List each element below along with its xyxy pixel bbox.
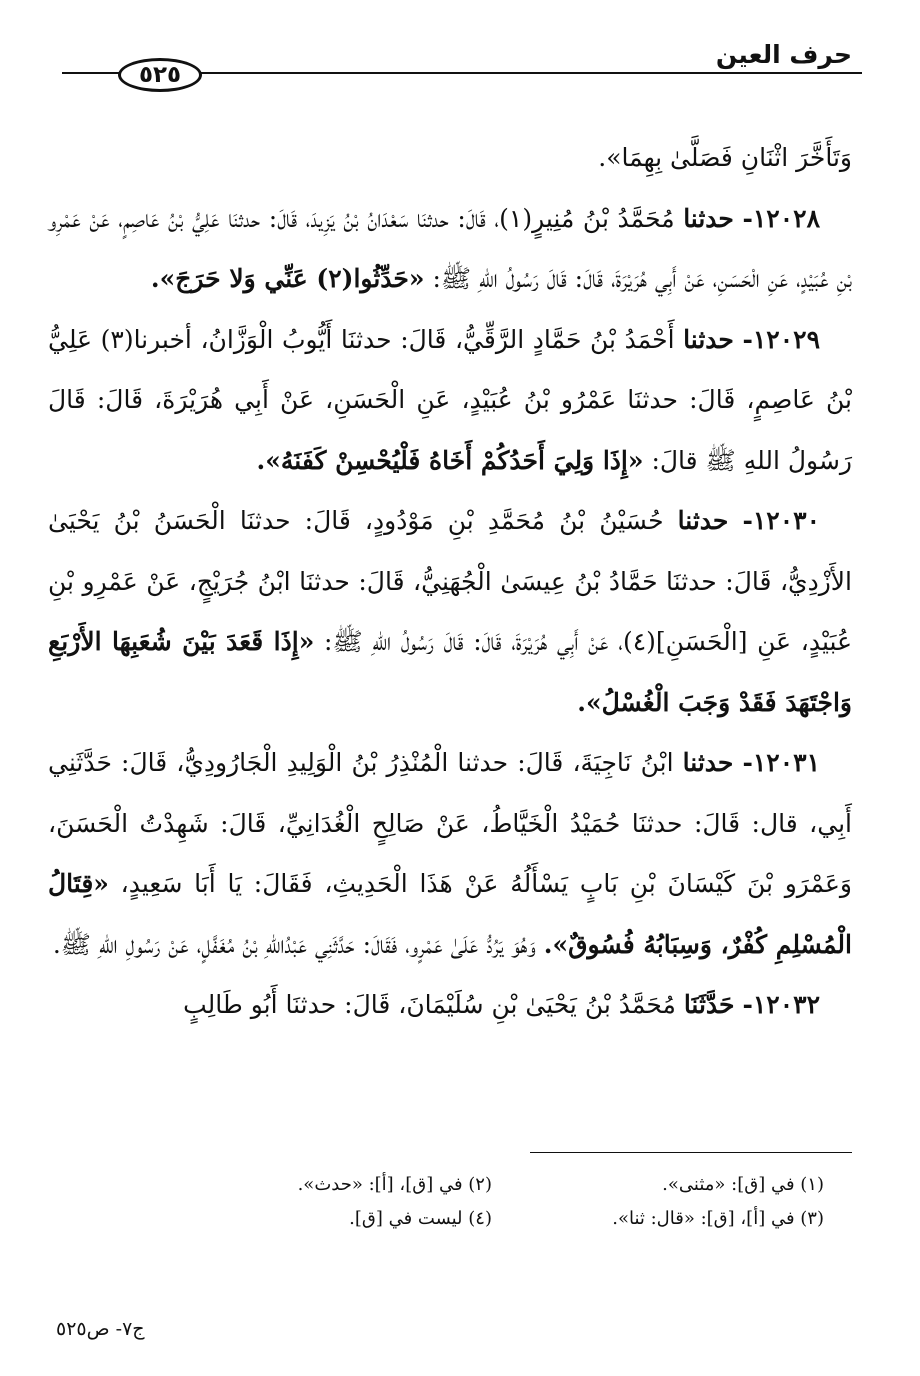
- hadith-number: ١٢٠٢٩-: [742, 324, 820, 354]
- hadith-12031: [48, 733, 852, 975]
- hadith-number: ١٢٠٣٢-: [742, 990, 820, 1019]
- isnad-text: أَحْمَدُ بْنُ حَمَّادٍ الرَّقِّيُّ، قَالَ: حدثنَا أَيُّوبُ الْوَزَّانُ، أخبرنا(٣) عَلِيُّ بْنُ عَاصِمٍ، قَالَ: حدثنَا عَمْرُو بْنُ عُبَيْدٍ، عَنِ الْحَسَنِ، عَنْ أَبِي هُرَيْرَةَ، قَالَ: قَالَ رَسُولُ اللهِ ﷺ قالَ:: [48, 324, 852, 475]
- matn-text: «قِتَالُ الْمُسْلِمِ كُفْرٌ، وَسِبَابُهُ فُسُوقٌ».: [48, 869, 852, 959]
- hadith-number: ١٢٠٣٠-: [742, 506, 821, 535]
- volume-page-reference: ج٧- ص٥٢٥: [56, 1318, 145, 1340]
- page-number: ٥٢٥: [138, 62, 182, 88]
- hadith-12028: [48, 189, 852, 310]
- footnote-3: (٣) في [أ]، [ق]: «قال: ثنا».: [612, 1208, 824, 1229]
- running-title: حرف العين: [715, 40, 852, 69]
- footnote-2: (٢) في [ق]، [أ]: «حدث».: [297, 1174, 492, 1195]
- matn-text: «حَدِّثُوا(٢) عَنِّي وَلا حَرَجَ».: [150, 264, 425, 293]
- matn-text: «إِذَا قَعَدَ بَيْنَ شُعَبِهَا الأَرْبَعِ وَاجْتَهَدَ فَقَدْ وَجَبَ الْغُسْلُ».: [48, 627, 852, 717]
- footnote-row: [160, 1168, 824, 1202]
- paragraph: [48, 128, 852, 189]
- hadith-12029: [48, 310, 852, 492]
- footnotes: [160, 1168, 824, 1236]
- hadith-number: ١٢٠٢٨-: [742, 203, 820, 233]
- footnote-1: (١) في [ق]: «مثنى».: [662, 1174, 824, 1195]
- main-text: [48, 128, 852, 1036]
- narration-keyword: حدثنا: [682, 748, 734, 777]
- hadith-number: ١٢٠٣١-: [742, 748, 820, 777]
- narration-keyword: حدثنا: [683, 203, 734, 233]
- paragraph-text: وَتَأَخَّرَ اثْنَانِ فَصَلَّىٰ بِهِمَا».: [598, 143, 852, 172]
- hadith-12032: [48, 975, 852, 1036]
- isnad-text: حُسَيْنُ بْنُ مُحَمَّدِ بْنِ مَوْدُودٍ، قَالَ: حدثنَا الْحَسَنُ بْنُ يَحْيَىٰ الأَزْدِيُّ، قَالَ: حدثنَا حَمَّادُ بْنُ عِيسَىٰ الْجُهَنِيُّ، قَالَ: حدثنَا ابْنُ جُرَيْجٍ، عَنْ عَمْرِو بْنِ عُبَيْدٍ، عَنِ [الْحَسَنِ](٤)، عَنْ أَبِي هُرَيْرَةَ، قَالَ: قَالَ رَسُولُ اللهِ ﷺ:: [48, 506, 852, 656]
- footnote-4: (٤) ليست في [ق].: [349, 1208, 492, 1229]
- matn-text: «إِذَا وَلِيَ أَحَدُكُمْ أَخَاهُ فَلْيُحْسِنْ كَفَنَهُ».: [256, 445, 644, 475]
- footnote-row: [160, 1202, 824, 1236]
- isnad-continuation: وَهُوَ يَرُدُّ عَلَىٰ عَمْرٍو، فَقَالَ: حَدَّثَنِي عَبْدُاللهِ بْنُ مُغَفَّلٍ، عَنْ رَسُولِ اللهِ ﷺ.: [52, 929, 536, 959]
- hadith-12030: [48, 491, 852, 733]
- narration-keyword: حدثنا: [683, 324, 734, 354]
- page-number-oval: [118, 58, 202, 92]
- footnote-rule: [530, 1152, 852, 1153]
- narration-keyword: حدثنا: [677, 506, 729, 535]
- isnad-text: مُحَمَّدُ بْنُ يَحْيَىٰ بْنِ سُلَيْمَانَ، قَالَ: حدثنَا أَبُو طَالِبٍ: [183, 990, 676, 1019]
- isnad-text: ابْنُ نَاجِيَةَ، قَالَ: حدثنا الْمُنْذِرُ بْنُ الْوَلِيدِ الْجَارُودِيُّ، قَالَ: حَدَّثَنِي أَبِي، قال: قَالَ: حدثنَا حُمَيْدُ الْخَيَّاطُ، عَنْ صَالِحٍ الْغُدَانِيِّ، قَالَ: شَهِدْتُ الْحَسَنَ، وَعَمْرَو بْنَ كَيْسَانَ بْنِ بَابٍ يَسْأَلُهُ عَنْ هَذَا الْحَدِيثِ، فَقَالَ: يَا أَبَا سَعِيدٍ،: [48, 748, 852, 898]
- narration-keyword: حَدَّثَنَا: [683, 990, 735, 1019]
- isnad-text: مُحَمَّدُ بْنُ مُنِيرٍ(١)، قَالَ: حدثنَا سَعْدَانُ بْنُ يَزِيدَ، قَالَ: حدثنَا عَلِيُّ بْنُ عَاصِمٍ، عَنْ عَمْرِو بْنِ عُبَيْدٍ، عَنِ الْحَسَنِ، عَنْ أَبِي هُرَيْرَةَ، قَالَ: قَالَ رَسُولُ اللهِ ﷺ:: [48, 203, 852, 293]
